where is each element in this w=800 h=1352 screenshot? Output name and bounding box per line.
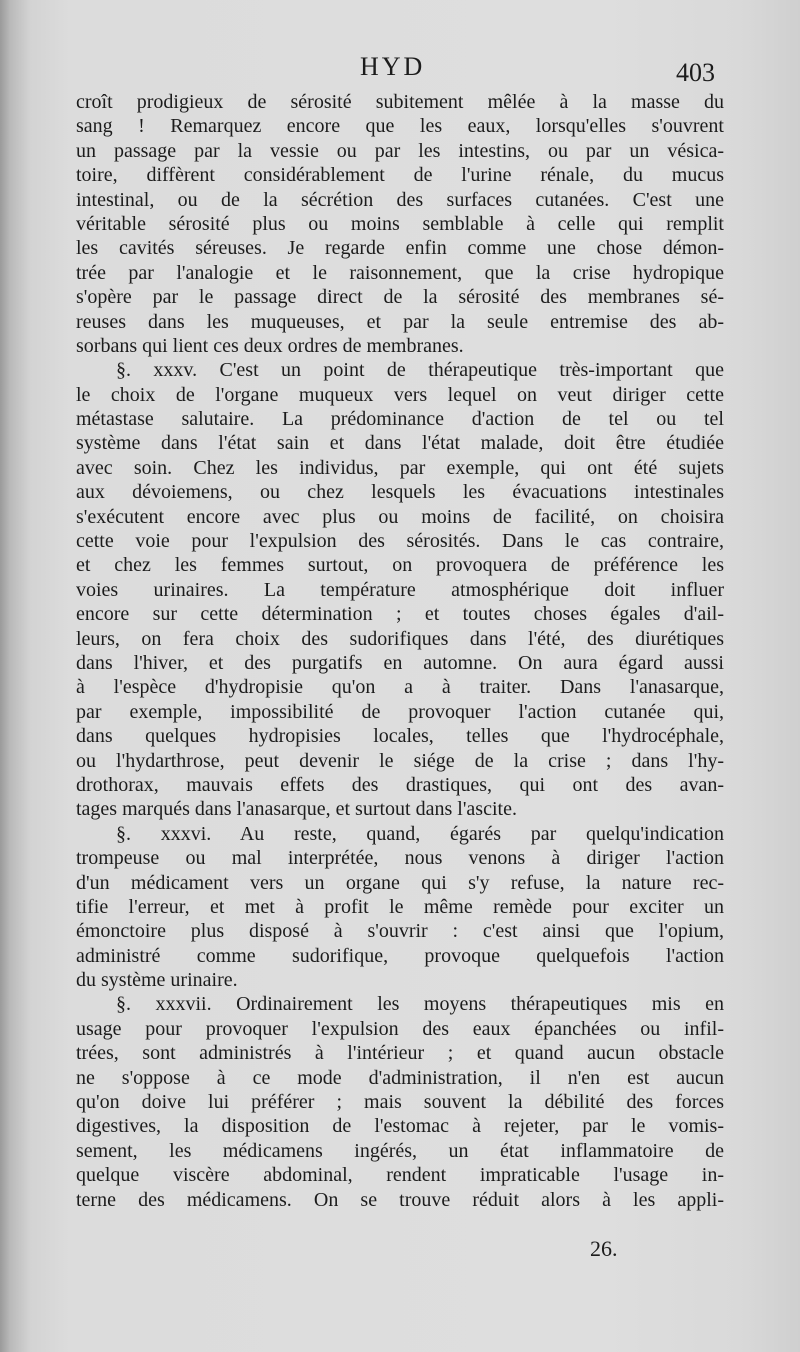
running-head: HYD [360, 52, 426, 81]
text-line: s'opère par le passage direct de la sérosité des membranes sé- [76, 286, 724, 309]
signature-mark: 26. [590, 1236, 618, 1261]
text-line: leurs, on fera choix des sudorifiques dans l'été, des diurétiques [76, 627, 724, 650]
text-line: du système urinaire. [76, 969, 238, 992]
section-xxxvii-start: §. xxxvii. Ordinairement les moyens thérapeutiques mis en [116, 993, 724, 1016]
text-line: voies urinaires. La température atmosphérique doit influer [76, 578, 724, 601]
text-line: croît prodigieux de sérosité subitement mêlée à la masse du [76, 91, 724, 113]
text-line: un passage par la vessie ou par les intestins, ou par un vésica- [76, 139, 724, 162]
text-line: d'un médicament vers un organe qui s'y refuse, la nature rec- [76, 871, 724, 894]
text-line: émonctoire plus disposé à s'ouvrir : c'est ainsi que l'opium, [76, 920, 724, 943]
text-line: encore sur cette détermination ; et toutes choses égales d'ail- [76, 603, 724, 626]
text-line: ne s'oppose à ce mode d'administration, il n'en est aucun [76, 1066, 724, 1089]
text-line: drothorax, mauvais effets des drastiques, qui ont des avan- [76, 773, 724, 796]
section-xxxv-start: §. xxxv. C'est un point de thérapeutique très-important que [116, 359, 724, 382]
text-line: avec soin. Chez les individus, par exemple, qui ont été sujets [76, 456, 724, 479]
text-line: trées, sont administrés à l'intérieur ; et quand aucun obstacle [76, 1042, 724, 1065]
page-header [0, 52, 800, 86]
text-line: le choix de l'organe muqueux vers lequel on veut diriger cette [76, 383, 724, 406]
text-line: tifie l'erreur, et met à profit le même remède pour exciter un [76, 895, 724, 918]
text-line: quelque viscère abdominal, rendent impraticable l'usage in- [76, 1164, 724, 1187]
text-line: dans quelques hydropisies locales, telles que l'hydrocéphale, [76, 725, 724, 748]
page-number: 403 [676, 58, 715, 87]
text-line: toire, diffèrent considérablement de l'urine rénale, du mucus [76, 164, 724, 187]
section-xxxvi-start: §. xxxvi. Au reste, quand, égarés par quelqu'indication [116, 822, 724, 845]
text-line: et chez les femmes surtout, on provoquera de préférence les [76, 554, 724, 577]
text-line: sorbans qui lient ces deux ordres de membranes. [76, 334, 464, 357]
text-line: tages marqués dans l'anasarque, et surtout dans l'ascite. [76, 798, 517, 821]
text-line: digestives, la disposition de l'estomac à rejeter, par le vomis- [76, 1115, 724, 1138]
text-line: aux dévoiemens, ou chez lesquels les évacuations intestinales [76, 481, 724, 504]
text-line: à l'espèce d'hydropisie qu'on a à traiter. Dans l'anasarque, [76, 676, 724, 699]
text-line: trée par l'analogie et le raisonnement, que la crise hydropique [76, 261, 724, 284]
text-line: par exemple, impossibilité de provoquer l'action cutanée qui, [76, 700, 724, 723]
text-line: dans l'hiver, et des purgatifs en automne. On aura égard aussi [76, 651, 724, 674]
text-line: cette voie pour l'expulsion des sérosités. Dans le cas contraire, [76, 530, 724, 553]
text-line: s'exécutent encore avec plus ou moins de facilité, on choisira [76, 505, 724, 528]
text-line: qu'on doive lui préférer ; mais souvent la débilité des forces [76, 1091, 724, 1114]
text-line: sang ! Remarquez encore que les eaux, lorsqu'elles s'ouvrent [76, 115, 724, 138]
text-line: métastase salutaire. La prédominance d'action de tel ou tel [76, 408, 724, 431]
text-line: les cavités séreuses. Je regarde enfin comme une chose démon- [76, 237, 724, 260]
text-line: trompeuse ou mal interprétée, nous venons à diriger l'action [76, 847, 724, 870]
text-line: ou l'hydarthrose, peut devenir le siége de la crise ; dans l'hy- [76, 749, 724, 772]
text-line: usage pour provoquer l'expulsion des eaux épanchées ou infil- [76, 1017, 724, 1040]
text-line: système dans l'état sain et dans l'état malade, doit être étudiée [76, 432, 724, 455]
body-text [76, 90, 724, 1212]
text-line: terne des médicamens. On se trouve réduit alors à les appli- [76, 1188, 724, 1211]
text-line: sement, les médicamens ingérés, un état inflammatoire de [76, 1139, 724, 1162]
text-line: administré comme sudorifique, provoque quelquefois l'action [76, 944, 724, 967]
text-line: véritable sérosité plus ou moins semblable à celle qui remplit [76, 212, 724, 235]
text-line: intestinal, ou de la sécrétion des surfaces cutanées. C'est une [76, 188, 724, 211]
text-line: reuses dans les muqueuses, et par la seule entremise des ab- [76, 310, 724, 333]
